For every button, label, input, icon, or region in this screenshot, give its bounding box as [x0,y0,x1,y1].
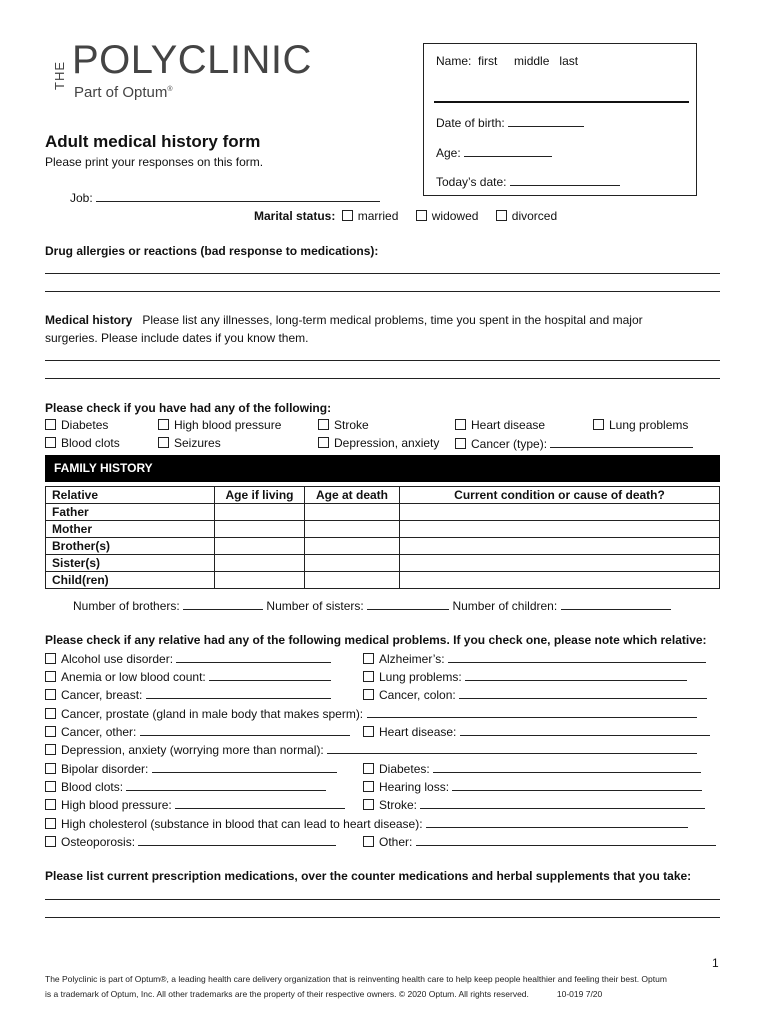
checkbox-icon[interactable] [45,437,56,448]
checkbox-icon[interactable] [363,781,374,792]
relative-cancer-breast[interactable]: Cancer, breast: [45,687,331,702]
dob-field[interactable] [508,115,584,127]
form-subtitle: Please print your responses on this form. [45,155,264,169]
sisters-count-field[interactable] [367,598,449,610]
widowed-checkbox[interactable] [416,210,427,221]
table-cell[interactable] [400,555,720,572]
table-cell[interactable] [305,538,400,555]
table-row [46,538,720,555]
footer-line-1: The Polyclinic is part of Optum®, a leading health care delivery organization that is reinventing health care to help keep people healthier and feeling their best. Optum [45,974,667,984]
job-field[interactable] [96,190,380,202]
column-header: Age if living [215,487,305,504]
medications-line-1[interactable] [45,899,720,900]
form-title: Adult medical history form [45,132,261,151]
checkbox-icon[interactable] [45,419,56,430]
table-cell[interactable] [305,555,400,572]
checkbox-icon[interactable] [158,437,169,448]
logo-name: POLYCLINIC [72,38,312,82]
relative-other[interactable]: Other: [363,834,716,849]
table-cell[interactable] [215,555,305,572]
medications-line-2[interactable] [45,917,720,918]
row-label: Child(ren) [46,572,215,589]
checkbox-icon[interactable] [363,763,374,774]
table-row [46,521,720,538]
condition-diabetes[interactable]: Diabetes [45,418,108,432]
checkbox-icon[interactable] [158,419,169,430]
allergies-line-2[interactable] [45,291,720,292]
condition-seizures[interactable]: Seizures [158,436,221,450]
sibling-counts-row: Number of brothers: Number of sisters: Number of children: [73,598,671,613]
table-row [46,504,720,521]
table-cell[interactable] [215,538,305,555]
checkbox-icon[interactable] [45,689,56,700]
column-header: Age at death [305,487,400,504]
relative-alzheimers[interactable]: Alzheimer’s: [363,651,706,666]
family-history-header [45,455,720,482]
name-field[interactable] [434,101,689,103]
table-cell[interactable] [305,504,400,521]
logo-subtitle: Part of Optum® [74,84,173,101]
checkbox-icon[interactable] [363,671,374,682]
page-number: 1 [712,956,719,970]
dob-row: Date of birth: [436,115,584,130]
relative-lung-problems[interactable]: Lung problems: [363,669,687,684]
row-label: Father [46,504,215,521]
relative-cancer-other[interactable]: Cancer, other: [45,724,350,739]
row-label: Mother [46,521,215,538]
checkbox-icon[interactable] [455,419,466,430]
table-cell[interactable] [215,521,305,538]
today-date-field[interactable] [510,174,620,186]
relative-blood-clots[interactable]: Blood clots: [45,779,326,794]
checkbox-icon[interactable] [363,689,374,700]
relative-heart-disease[interactable]: Heart disease: [363,724,710,739]
today-date-row: Today’s date: [436,174,620,189]
medications-label: Please list current prescription medications, over the counter medications and herbal supplements that you take: [45,869,692,883]
footer-line-2: is a trademark of Optum, Inc. All other trademarks are the property of their respective owners. © 2020 Optum. All rights reserved. 10-019 7/20 [45,989,603,999]
condition-depression-anxiety[interactable]: Depression, anxiety [318,436,439,450]
checkbox-icon[interactable] [455,438,466,449]
children-count-field[interactable] [561,598,671,610]
condition-lung-problems[interactable]: Lung problems [593,418,688,432]
relative-depression[interactable]: Depression, anxiety (worrying more than normal): [45,742,697,757]
row-label: Brother(s) [46,538,215,555]
name-label-row: Name: first middle last [436,54,579,68]
conditions-heading: Please check if you have had any of the following: [45,401,332,415]
table-cell[interactable] [400,538,720,555]
condition-heart-disease[interactable]: Heart disease [455,418,545,432]
relative-stroke[interactable]: Stroke: [363,797,705,812]
relative-cancer-colon[interactable]: Cancer, colon: [363,687,707,702]
logo-the-text: THE [52,61,67,90]
allergies-line-1[interactable] [45,273,720,274]
condition-high-blood-pressure[interactable]: High blood pressure [158,418,281,432]
table-cell[interactable] [400,504,720,521]
table-row [46,572,720,589]
checkbox-icon[interactable] [45,781,56,792]
age-row: Age: [436,145,552,160]
table-row [46,555,720,572]
job-row: Job: [70,190,380,205]
age-field[interactable] [464,145,552,157]
checkbox-icon[interactable] [45,671,56,682]
checkbox-icon[interactable] [363,836,374,847]
relative-problems-heading: Please check if any relative had any of the following medical problems. If you check one, please note which relative: [45,633,707,647]
table-cell[interactable] [400,521,720,538]
relative-hearing-loss[interactable]: Hearing loss: [363,779,702,794]
allergies-label: Drug allergies or reactions (bad response to medications): [45,244,379,258]
relative-bipolar[interactable]: Bipolar disorder: [45,761,337,776]
checkbox-icon[interactable] [45,744,56,755]
checkbox-icon[interactable] [45,726,56,737]
medical-history-text: Medical history Please list any illnesses, long-term medical problems, time you spent in the hospital and major [45,313,643,327]
checkbox-icon[interactable] [45,799,56,810]
row-label: Sister(s) [46,555,215,572]
married-checkbox[interactable] [342,210,353,221]
table-cell[interactable] [400,572,720,589]
checkbox-icon[interactable] [318,419,329,430]
marital-status-row: Marital status: married widowed divorced [254,209,558,223]
relative-diabetes[interactable]: Diabetes: [363,761,701,776]
checkbox-icon[interactable] [363,653,374,664]
table-cell[interactable] [215,572,305,589]
table-cell[interactable] [305,572,400,589]
table-cell[interactable] [215,504,305,521]
relative-cancer-prostate[interactable]: Cancer, prostate (gland in male body that makes sperm): [45,706,697,721]
footer [45,972,725,1002]
condition-stroke[interactable]: Stroke [318,418,369,432]
checkbox-icon[interactable] [45,708,56,719]
medical-history-text-2: surgeries. Please include dates if you know them. [45,331,309,345]
condition-cancer[interactable]: Cancer (type): [455,436,693,451]
table-cell[interactable] [305,521,400,538]
checkbox-icon[interactable] [363,726,374,737]
divorced-checkbox[interactable] [496,210,507,221]
footer-code: 10-019 7/20 [556,989,603,999]
cancer-type-field[interactable] [550,436,693,448]
checkbox-icon[interactable] [45,653,56,664]
relative-anemia[interactable]: Anemia or low blood count: [45,669,331,684]
medical-history-line-2[interactable] [45,378,720,379]
relative-high-blood-pressure[interactable]: High blood pressure: [45,797,345,812]
column-header: Current condition or cause of death? [400,487,720,504]
family-history-heading: FAMILY HISTORY [54,461,153,475]
condition-blood-clots[interactable]: Blood clots [45,436,120,450]
checkbox-icon[interactable] [45,836,56,847]
logo-the-vertical [40,50,72,90]
checkbox-icon[interactable] [363,799,374,810]
brothers-count-field[interactable] [183,598,263,610]
checkbox-icon[interactable] [593,419,604,430]
medical-history-line-1[interactable] [45,360,720,361]
family-history-table [45,486,720,589]
column-header: Relative [46,487,215,504]
relative-osteoporosis[interactable]: Osteoporosis: [45,834,336,849]
checkbox-icon[interactable] [318,437,329,448]
relative-high-cholesterol[interactable]: High cholesterol (substance in blood that can lead to heart disease): [45,816,688,831]
checkbox-icon[interactable] [45,818,56,829]
checkbox-icon[interactable] [45,763,56,774]
table-header-row [46,487,720,504]
relative-alcohol-use[interactable]: Alcohol use disorder: [45,651,331,666]
